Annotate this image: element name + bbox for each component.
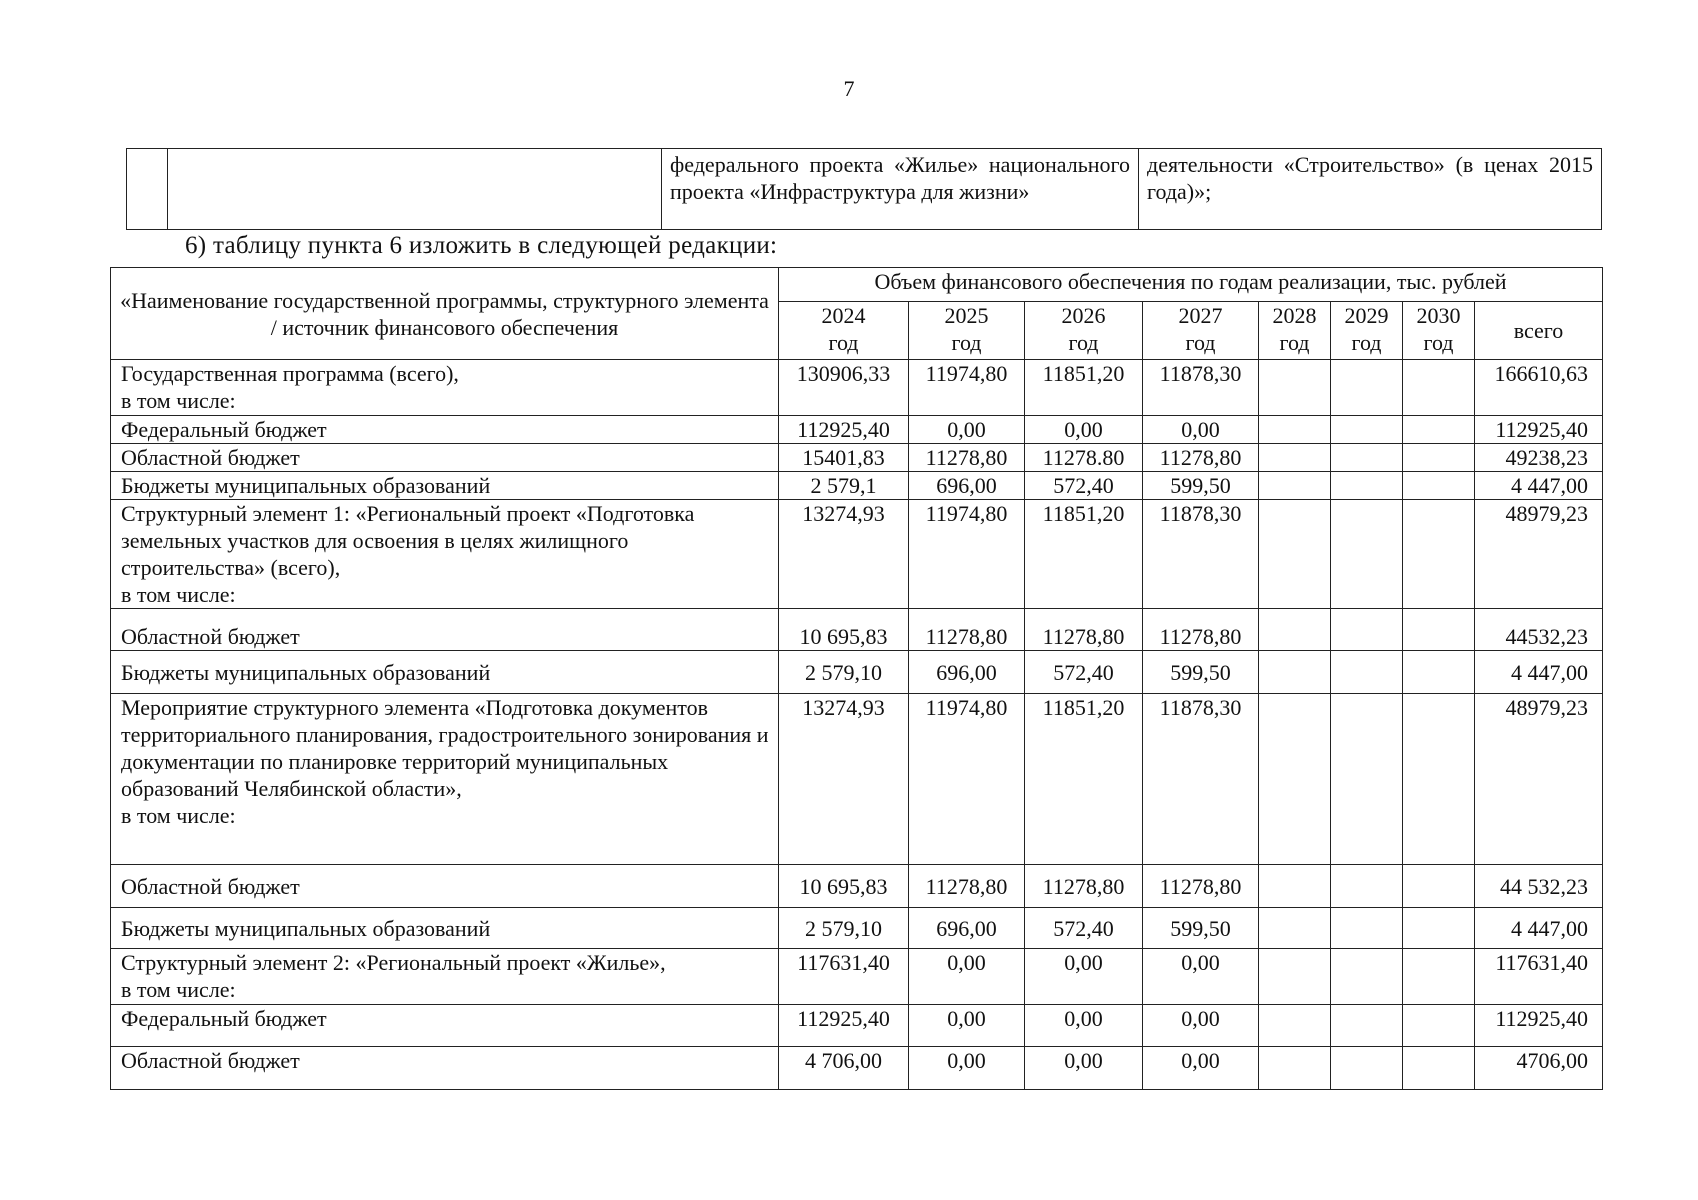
year-value-cell (1403, 609, 1475, 651)
year-value-cell: 112925,40 (779, 416, 909, 444)
row-total-cell: 4706,00 (1475, 1047, 1603, 1090)
year-value-cell: 2 579,10 (779, 651, 909, 694)
year-unit-label: год (1279, 330, 1310, 355)
table-row (111, 1005, 1603, 1047)
year-header (1331, 302, 1403, 360)
year-value-cell (1331, 609, 1403, 651)
year-value-cell: 696,00 (909, 908, 1025, 949)
table-row (111, 651, 1603, 694)
row-total-cell: 44532,23 (1475, 609, 1603, 651)
row-total-cell: 112925,40 (1475, 416, 1603, 444)
year-value-cell (1331, 500, 1403, 609)
year-value-cell (1259, 500, 1331, 609)
year-value-cell (1403, 651, 1475, 694)
year-value-cell (1331, 472, 1403, 500)
year-value-cell: 117631,40 (779, 949, 909, 1005)
year-value-cell: 0,00 (1143, 416, 1259, 444)
year-value-cell (1259, 472, 1331, 500)
table-row (111, 949, 1603, 1005)
year-value-cell (1259, 444, 1331, 472)
year-unit-label: год (1185, 330, 1216, 355)
year-value-cell: 2 579,10 (779, 908, 909, 949)
table-row (111, 360, 1603, 416)
table-row (111, 500, 1603, 609)
financing-table (110, 267, 1603, 1090)
year-value-cell: 572,40 (1025, 651, 1143, 694)
year-value-cell: 0,00 (1025, 1005, 1143, 1047)
year-unit-label: год (828, 330, 859, 355)
year-value-cell: 0,00 (909, 949, 1025, 1005)
year-value-cell: 0,00 (909, 1005, 1025, 1047)
year-value-cell: 599,50 (1143, 908, 1259, 949)
year-value-cell: 0,00 (1143, 1047, 1259, 1090)
year-value-cell: 15401,83 (779, 444, 909, 472)
row-total-cell: 44 532,23 (1475, 865, 1603, 908)
year-value-cell: 11278,80 (1025, 609, 1143, 651)
table-body (111, 360, 1603, 1090)
year-header (909, 302, 1025, 360)
year-header (1143, 302, 1259, 360)
row-total-cell: 4 447,00 (1475, 908, 1603, 949)
year-value-cell: 4 706,00 (779, 1047, 909, 1090)
year-unit-label: год (1068, 330, 1099, 355)
table-row (111, 472, 1603, 500)
year-value-cell (1403, 444, 1475, 472)
year-value-cell (1259, 1047, 1331, 1090)
year-value-cell: 572,40 (1025, 472, 1143, 500)
row-name-cell: Областной бюджет (111, 609, 779, 651)
year-value-cell: 13274,93 (779, 500, 909, 609)
year-value-cell (1331, 908, 1403, 949)
activity-description-cell: деятельности «Строительство» (в ценах 2015 года)»; (1139, 149, 1602, 230)
year-value-cell (1403, 360, 1475, 416)
year-value-cell (1331, 360, 1403, 416)
year-value-cell: 0,00 (1143, 949, 1259, 1005)
empty-cell (127, 149, 168, 230)
header-row (111, 268, 1603, 302)
year-value-cell (1403, 908, 1475, 949)
year-value-cell: 11878,30 (1143, 360, 1259, 416)
instruction-text: 6) таблицу пункта 6 изложить в следующей редакции: (185, 232, 778, 259)
name-column-header: «Наименование государственной программы, структурного элемента / источник финансового обеспечения (111, 268, 779, 360)
row-total-cell: 48979,23 (1475, 500, 1603, 609)
year-value-cell (1259, 908, 1331, 949)
year-label: 2026 (1061, 303, 1106, 328)
year-label: 2028 (1272, 303, 1317, 328)
continuation-row (127, 149, 1602, 230)
year-value-cell: 130906,33 (779, 360, 909, 416)
year-value-cell (1331, 694, 1403, 865)
year-value-cell (1403, 1047, 1475, 1090)
continuation-table (126, 148, 1602, 230)
year-value-cell (1259, 949, 1331, 1005)
year-value-cell (1259, 609, 1331, 651)
row-name-cell: Бюджеты муниципальных образований (111, 651, 779, 694)
year-value-cell: 11974,80 (909, 360, 1025, 416)
row-total-cell: 117631,40 (1475, 949, 1603, 1005)
total-column-header: всего (1475, 302, 1603, 360)
year-header (779, 302, 909, 360)
year-value-cell (1331, 865, 1403, 908)
year-value-cell: 11851,20 (1025, 694, 1143, 865)
year-value-cell: 11278,80 (909, 609, 1025, 651)
year-value-cell: 10 695,83 (779, 609, 909, 651)
row-total-cell: 49238,23 (1475, 444, 1603, 472)
year-value-cell: 11851,20 (1025, 360, 1143, 416)
row-name-cell: Федеральный бюджет (111, 1005, 779, 1047)
row-name-cell: Структурный элемент 2: «Региональный проект «Жилье», в том числе: (111, 949, 779, 1005)
year-value-cell: 11974,80 (909, 694, 1025, 865)
table-row (111, 444, 1603, 472)
row-name-cell: Структурный элемент 1: «Региональный проект «Подготовка земельных участков для освоения в целях жилищного строительства» (всего), в том числе: (111, 500, 779, 609)
table-row (111, 865, 1603, 908)
year-value-cell: 572,40 (1025, 908, 1143, 949)
year-label: 2029 (1344, 303, 1389, 328)
year-value-cell (1403, 1005, 1475, 1047)
year-value-cell: 11878,30 (1143, 500, 1259, 609)
year-value-cell: 0,00 (909, 416, 1025, 444)
row-name-cell: Федеральный бюджет (111, 416, 779, 444)
year-value-cell (1403, 416, 1475, 444)
year-value-cell: 0,00 (1025, 949, 1143, 1005)
row-name-cell: Областной бюджет (111, 1047, 779, 1090)
year-unit-label: год (951, 330, 982, 355)
year-value-cell: 11278,80 (909, 444, 1025, 472)
year-value-cell: 13274,93 (779, 694, 909, 865)
year-value-cell: 11278,80 (909, 865, 1025, 908)
year-value-cell: 599,50 (1143, 472, 1259, 500)
year-value-cell: 696,00 (909, 651, 1025, 694)
year-value-cell: 11278,80 (1143, 865, 1259, 908)
row-total-cell: 166610,63 (1475, 360, 1603, 416)
year-label: 2025 (944, 303, 989, 328)
year-value-cell (1403, 949, 1475, 1005)
year-label: 2024 (821, 303, 866, 328)
row-name-cell: Областной бюджет (111, 444, 779, 472)
year-value-cell: 10 695,83 (779, 865, 909, 908)
row-total-cell: 112925,40 (1475, 1005, 1603, 1047)
year-value-cell (1259, 1005, 1331, 1047)
year-value-cell: 11851,20 (1025, 500, 1143, 609)
year-value-cell: 112925,40 (779, 1005, 909, 1047)
year-value-cell (1259, 865, 1331, 908)
year-label: 2030 (1416, 303, 1461, 328)
empty-cell (168, 149, 662, 230)
year-value-cell: 696,00 (909, 472, 1025, 500)
year-value-cell (1331, 416, 1403, 444)
row-total-cell: 4 447,00 (1475, 472, 1603, 500)
year-value-cell: 11278,80 (1143, 444, 1259, 472)
table-row (111, 908, 1603, 949)
year-value-cell (1331, 444, 1403, 472)
year-value-cell (1259, 694, 1331, 865)
year-value-cell: 0,00 (909, 1047, 1025, 1090)
year-value-cell (1403, 500, 1475, 609)
year-value-cell (1259, 360, 1331, 416)
row-name-cell: Бюджеты муниципальных образований (111, 908, 779, 949)
year-header (1259, 302, 1331, 360)
row-name-cell: Государственная программа (всего), в том числе: (111, 360, 779, 416)
year-header (1025, 302, 1143, 360)
year-value-cell (1403, 472, 1475, 500)
table-row (111, 416, 1603, 444)
year-value-cell: 11278,80 (1143, 609, 1259, 651)
year-unit-label: год (1351, 330, 1382, 355)
year-value-cell: 2 579,1 (779, 472, 909, 500)
year-value-cell: 0,00 (1143, 1005, 1259, 1047)
year-label: 2027 (1178, 303, 1223, 328)
financing-group-header: Объем финансового обеспечения по годам реализации, тыс. рублей (779, 268, 1603, 302)
year-header (1403, 302, 1475, 360)
year-value-cell (1403, 694, 1475, 865)
page-number: 7 (843, 76, 855, 101)
year-value-cell: 0,00 (1025, 1047, 1143, 1090)
year-value-cell (1403, 865, 1475, 908)
year-value-cell: 11974,80 (909, 500, 1025, 609)
year-value-cell (1331, 651, 1403, 694)
year-value-cell: 0,00 (1025, 416, 1143, 444)
row-total-cell: 48979,23 (1475, 694, 1603, 865)
year-value-cell (1331, 1047, 1403, 1090)
row-name-cell: Областной бюджет (111, 865, 779, 908)
table-row (111, 1047, 1603, 1090)
year-value-cell: 11878,30 (1143, 694, 1259, 865)
year-value-cell (1331, 949, 1403, 1005)
project-description-cell: федерального проекта «Жилье» национального проекта «Инфраструктура для жизни» (662, 149, 1139, 230)
table-row (111, 609, 1603, 651)
year-value-cell: 599,50 (1143, 651, 1259, 694)
year-value-cell (1259, 651, 1331, 694)
row-name-cell: Мероприятие структурного элемента «Подготовка документов территориального планирования, градостроительного зонирования и документации по планировке территорий муниципальных образований Челябинской области», в том числе: (111, 694, 779, 865)
year-unit-label: год (1423, 330, 1454, 355)
row-name-cell: Бюджеты муниципальных образований (111, 472, 779, 500)
year-value-cell: 11278,80 (1025, 865, 1143, 908)
year-value-cell (1331, 1005, 1403, 1047)
row-total-cell: 4 447,00 (1475, 651, 1603, 694)
year-value-cell (1259, 416, 1331, 444)
table-row (111, 694, 1603, 865)
year-value-cell: 11278.80 (1025, 444, 1143, 472)
